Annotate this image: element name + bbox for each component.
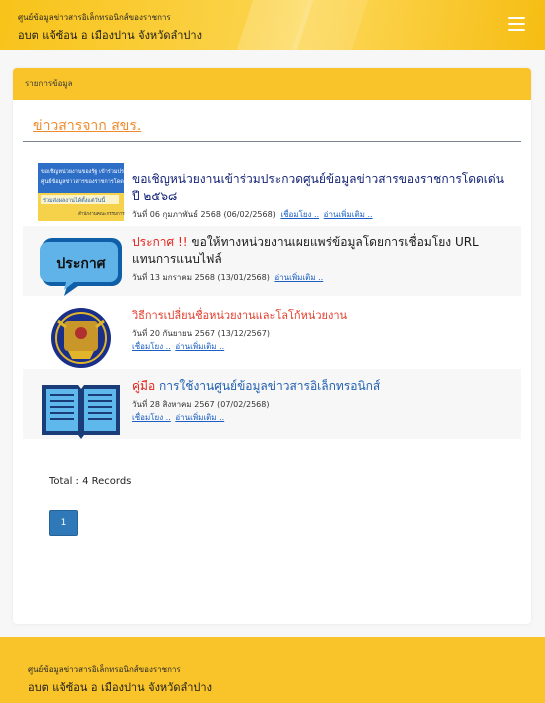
item-link[interactable]: เชื่อมโยง .. [132,413,171,422]
read-more-link[interactable]: อ่านเพิ่มเติม .. [175,413,225,422]
announce-text: ประกาศ [56,256,106,272]
item-title-link[interactable]: การใช้งานศูนย์ข้อมูลข่าวสารอิเล็กทรอนิกส์ [158,379,381,393]
footer-subtitle: ศูนย์ข้อมูลข่าวสารอิเล็กทรอนิกส์ของราชการ [28,665,181,674]
item-date: วันที่ 13 มกราคม 2568 (13/01/2568) [132,273,270,282]
read-more-link[interactable]: อ่านเพิ่มเติม .. [175,342,225,351]
item-link[interactable]: เชื่อมโยง .. [280,210,320,219]
poster-line: ร่วมส่งผลงานได้ตั้งแต่วันนี้ [43,198,106,204]
panel-heading: รายการข้อมูล [13,68,531,100]
list-item [23,226,521,296]
section-title-link[interactable]: ข่าวสารจาก สขร. [33,118,142,134]
manual-tag: คู่มือ [132,379,156,393]
manual-book-icon[interactable] [38,379,124,437]
poster-line: ขอเชิญหน่วยงานของรัฐ เข้าร่วมประกวด [41,169,137,175]
item-date: วันที่ 06 กุมภาพันธ์ 2568 (06/02/2568) [132,210,276,219]
hamburger-menu-icon[interactable] [508,17,525,31]
site-header [0,0,545,50]
item-date: วันที่ 28 สิงหาคม 2567 (07/02/2568) [132,400,270,409]
footer-title: อบต แจ้ซ้อน อ เมืองปาน จังหวัดลำปาง [28,681,212,694]
list-item [23,369,521,439]
item-title-link[interactable]: วิธีการเปลี่ยนชื่อหน่วยงานและโลโก้หน่วยงาน [132,309,348,322]
list-item [23,158,521,222]
site-footer [0,637,545,703]
item-date: วันที่ 20 กันยายน 2567 (13/12/2567) [132,329,270,338]
total-records: Total : 4 Records [49,476,132,487]
read-more-link[interactable]: อ่านเพิ่มเติม .. [274,273,324,282]
poster-footer: สำนักงานคณะกรรมการ [78,212,125,217]
item-title-link[interactable]: ขอให้ทางหน่วยงานเผยแพร่ข้อมูลโดยการเชื่อมโยง URL แทนการแนบไฟล์ [132,235,479,266]
section-divider [23,141,521,142]
list-item [23,301,521,369]
announcement-icon[interactable] [38,234,124,292]
header-subtitle: ศูนย์ข้อมูลข่าวสารอิเล็กทรอนิกส์ของราชการ [18,13,171,22]
poster-line: ศูนย์ข้อมูลข่าวสารของราชการโดดเด่น ปี [41,179,139,185]
announcement-tag: ประกาศ !! [132,235,188,249]
content-panel [13,68,531,624]
page-1-button[interactable]: 1 [49,510,78,536]
item-link[interactable]: เชื่อมโยง .. [132,342,171,351]
header-title[interactable]: อบต แจ้ซ้อน อ เมืองปาน จังหวัดลำปาง [18,29,202,42]
garuda-emblem-icon[interactable] [38,307,124,365]
item-title-link[interactable]: ขอเชิญหน่วยงานเข้าร่วมประกวดศูนย์ข้อมูลข่าวสารของราชการโดดเด่น ปี ๒๕๖๘ [132,172,504,203]
contest-poster-thumbnail[interactable] [38,163,139,221]
read-more-link[interactable]: อ่านเพิ่มเติม .. [323,210,373,219]
